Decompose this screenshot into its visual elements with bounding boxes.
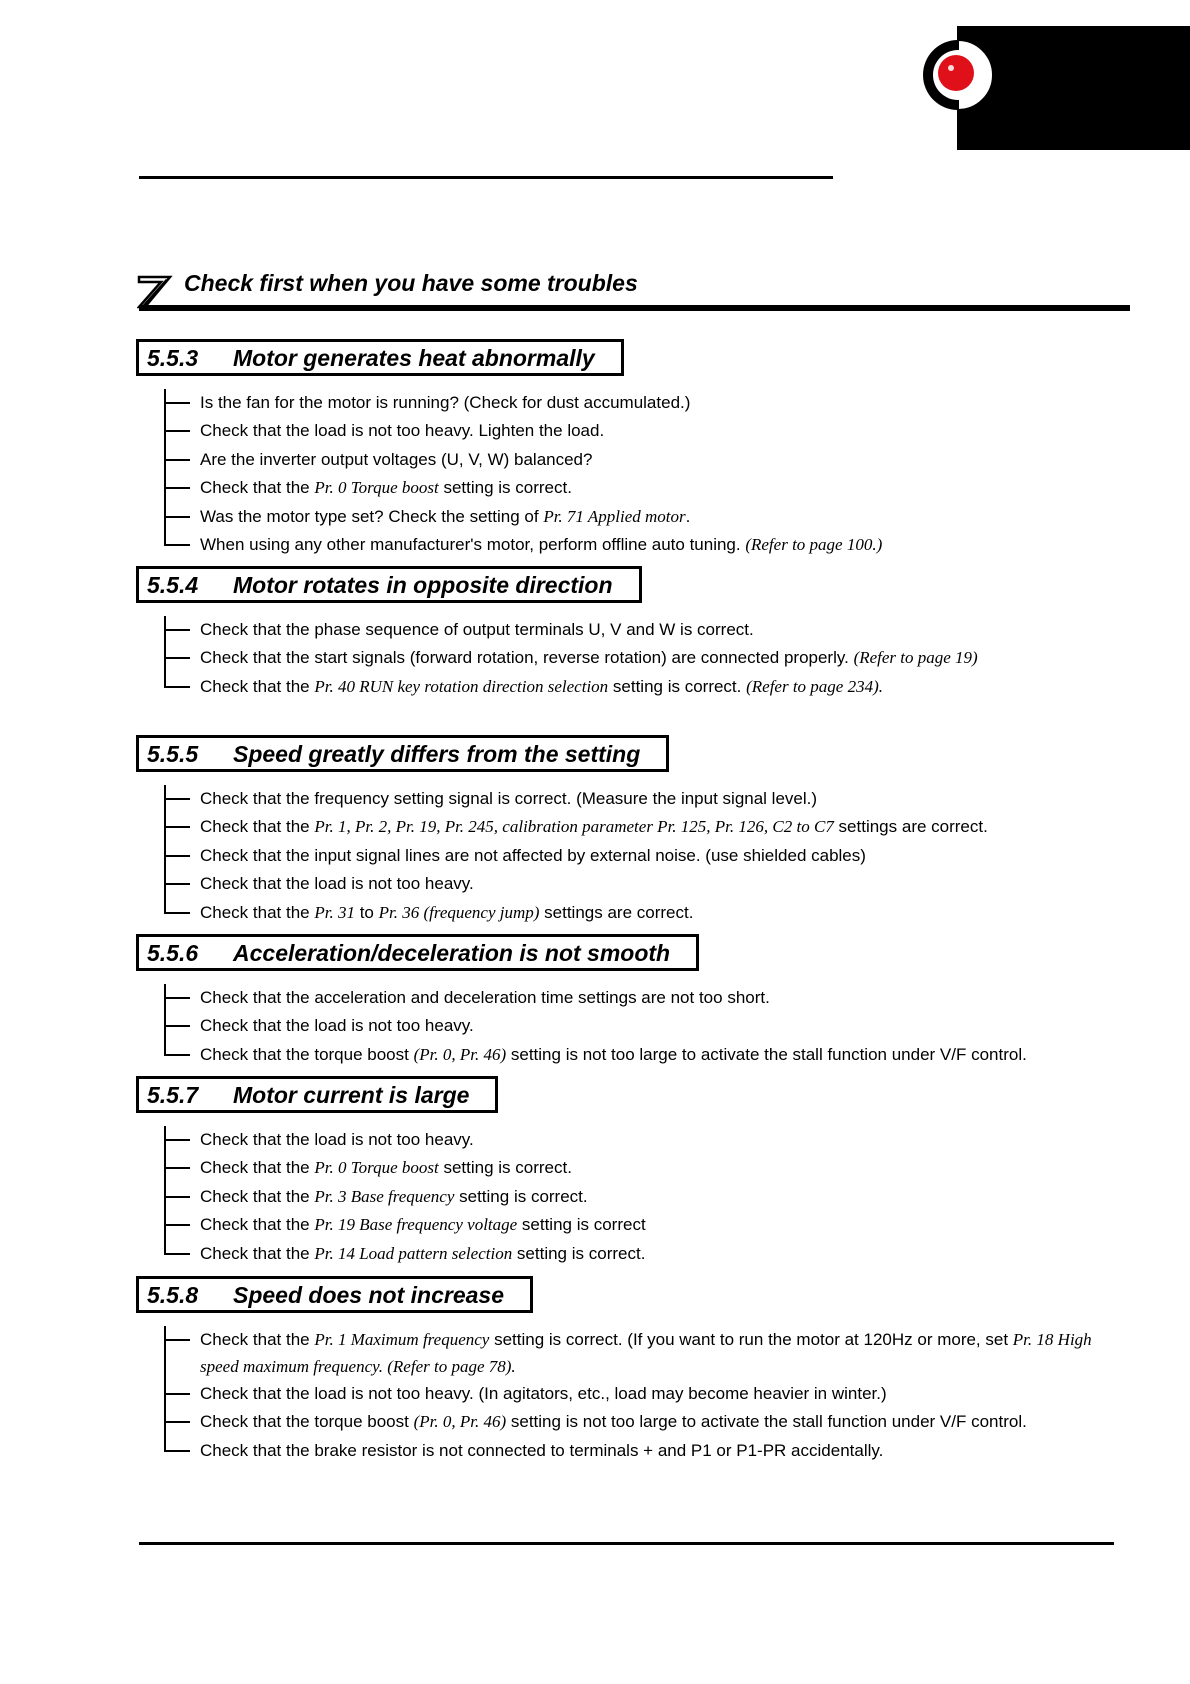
section-title: Motor generates heat abnormally: [233, 345, 595, 371]
list-item: Check that the phase sequence of output terminals U, V and W is correct.: [164, 616, 978, 644]
page-reference: (Refer to page 234).: [746, 676, 884, 696]
page-reference: (Refer to page 100.): [745, 535, 883, 555]
section-heading: [136, 934, 699, 971]
header-rule: [139, 176, 833, 179]
list-item: Are the inverter output voltages (U, V, W) balanced?: [164, 446, 882, 474]
check-list: [164, 389, 882, 559]
list-item: Check that the Pr. 3 Base frequency setting is correct.: [164, 1183, 646, 1211]
list-item: Check that the Pr. 0 Torque boost setting is correct.: [164, 474, 882, 502]
list-item: Check that the Pr. 1, Pr. 2, Pr. 19, Pr. 245, calibration parameter Pr. 125, Pr. 126, C2 to C7 settings are correct.: [164, 813, 988, 841]
section-heading: [136, 1076, 498, 1113]
list-item: Check that the Pr. 0 Torque boost setting is correct.: [164, 1154, 646, 1182]
section-heading: [136, 735, 669, 772]
section-number: 5.5.3: [147, 345, 199, 371]
list-item: Check that the acceleration and deceleration time settings are not too short.: [164, 984, 1027, 1012]
list-item: Check that the load is not too heavy. Lighten the load.: [164, 417, 882, 445]
section-number: 5.5.7: [147, 1082, 199, 1108]
section-title: Motor current is large: [233, 1082, 470, 1108]
section-5-5-3: [136, 339, 882, 559]
list-item: Check that the Pr. 1 Maximum frequency setting is correct. (If you want to run the motor at 120Hz or more, set Pr. 18 High speed maximum frequency. (Refer to page 78).: [164, 1326, 1130, 1380]
list-item: Check that the Pr. 40 RUN key rotation direction selection setting is correct. (Refer to page 234).: [164, 673, 978, 701]
list-item: Check that the load is not too heavy.: [164, 1012, 1027, 1040]
list-item: Check that the frequency setting signal is correct. (Measure the input signal level.): [164, 785, 988, 813]
list-item: Check that the start signals (forward rotation, reverse rotation) are connected properly. (Refer to page 19): [164, 644, 978, 672]
list-item: Check that the load is not too heavy.: [164, 1126, 646, 1154]
list-item: Check that the Pr. 19 Base frequency voltage setting is correct: [164, 1211, 646, 1239]
section-title: Motor rotates in opposite direction: [233, 572, 613, 598]
list-item: When using any other manufacturer's motor, perform offline auto tuning. (Refer to page 100.): [164, 531, 882, 559]
section-number: 5.5.4: [147, 572, 199, 598]
check-list: [164, 984, 1027, 1069]
section-heading: [136, 1276, 533, 1313]
section-title: Speed greatly differs from the setting: [233, 741, 641, 767]
section-5-5-5: [136, 735, 988, 927]
section-title: Acceleration/deceleration is not smooth: [233, 940, 671, 966]
section-5-5-7: [136, 1076, 646, 1268]
section-title: Speed does not increase: [233, 1282, 504, 1308]
list-item: Check that the Pr. 14 Load pattern selection setting is correct.: [164, 1240, 646, 1268]
section-5-5-4: [136, 566, 978, 701]
chapter-rule: [139, 305, 1130, 311]
section-heading: [136, 566, 642, 603]
check-list: [164, 1326, 1130, 1465]
check-list: [164, 785, 988, 927]
red-dot-logo-icon: [921, 38, 995, 112]
section-5-5-6: [136, 934, 1027, 1069]
section-number: 5.5.8: [147, 1282, 199, 1308]
section-5-5-8: [136, 1276, 1130, 1465]
list-item: Check that the brake resistor is not connected to terminals + and P1 or P1-PR accidentally.: [164, 1437, 1130, 1465]
page-reference: (Refer to page 19): [853, 648, 978, 668]
list-item: Was the motor type set? Check the setting of Pr. 71 Applied motor.: [164, 503, 882, 531]
list-item: Check that the load is not too heavy.: [164, 870, 988, 898]
check-list: [164, 1126, 646, 1268]
section-heading: [136, 339, 624, 376]
list-item: Is the fan for the motor is running? (Check for dust accumulated.): [164, 389, 882, 417]
list-item: Check that the Pr. 31 to Pr. 36 (frequency jump) settings are correct.: [164, 899, 988, 927]
section-number: 5.5.6: [147, 940, 199, 966]
list-item: Check that the load is not too heavy. (In agitators, etc., load may become heavier in winter.): [164, 1380, 1130, 1408]
section-number: 5.5.5: [147, 741, 199, 767]
list-item: Check that the torque boost (Pr. 0, Pr. 46) setting is not too large to activate the stall function under V/F control.: [164, 1041, 1027, 1069]
footer-rule: [139, 1542, 1114, 1545]
list-item: Check that the input signal lines are not affected by external noise. (use shielded cables): [164, 842, 988, 870]
check-list: [164, 616, 978, 701]
chapter-title: Check first when you have some troubles: [184, 270, 638, 296]
list-item: Check that the torque boost (Pr. 0, Pr. 46) setting is not too large to activate the stall function under V/F control.: [164, 1408, 1130, 1436]
